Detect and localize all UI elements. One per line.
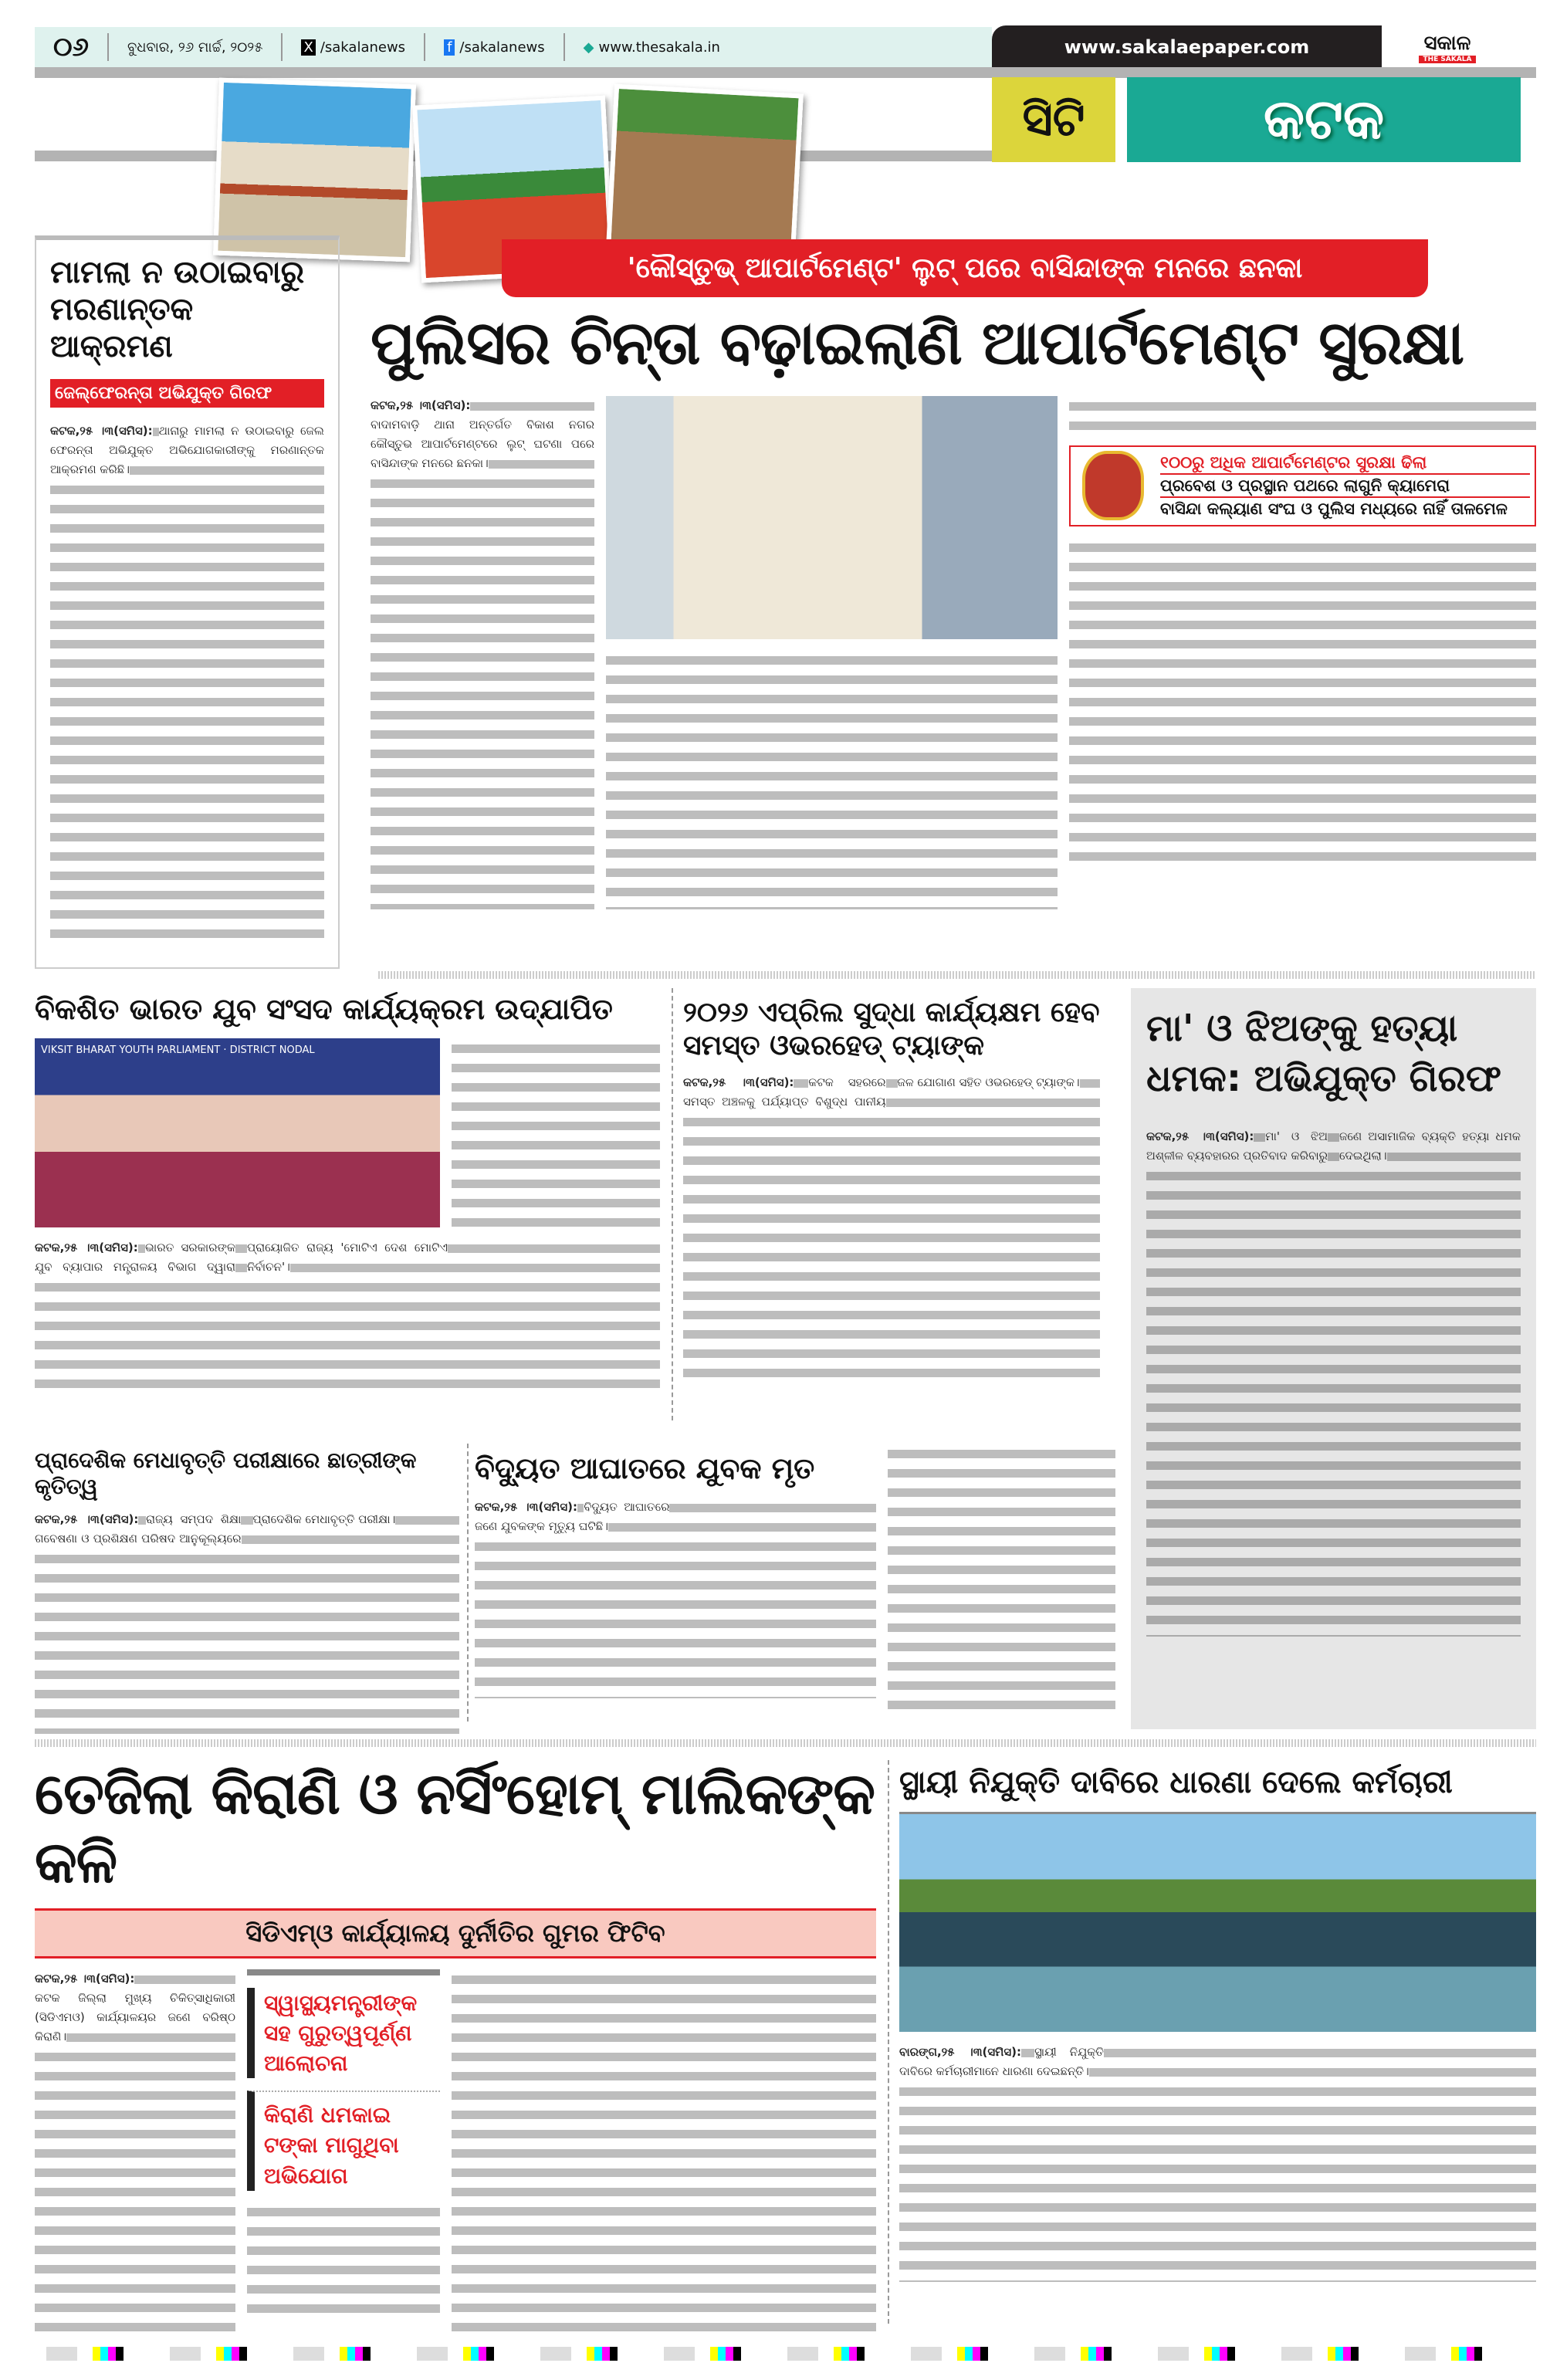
story-tank <box>683 996 1100 1382</box>
page-number: ୦୬ <box>35 33 109 61</box>
column-divider <box>672 988 673 1420</box>
city-label: କଟକ <box>1127 77 1521 162</box>
highlight-3: ବାସିନ୍ଦା କଲ୍ୟାଣ ସଂଘ ଓ ପୁଲିସ ମଧ୍ୟରେ ନାହିଁ ତାଳମେଳ <box>1160 496 1530 520</box>
story-threat <box>1131 988 1536 1729</box>
column-divider <box>888 1760 889 2324</box>
divider <box>35 1739 1536 1747</box>
highlight-1: ସ୍ୱାସ୍ଥ୍ୟମନ୍ତ୍ରୀଙ୍କ ସହ ଗୁରୁତ୍ୱପୂର୍ଣ୍ଣ ଆଲୋଚନା <box>247 1988 440 2079</box>
headline-shock: ବିଦ୍ୟୁତ ଆଘାତରେ ଯୁବକ ମୃତ <box>475 1451 815 1485</box>
website-link[interactable]: ◆ www.thesakala.in <box>583 39 720 56</box>
headline-youth: ବିକଶିତ ଭାରତ ଯୁବ ସଂସଦ କାର୍ଯ୍ୟକ୍ରମ ଉଦ୍‌ଯାପିତ <box>35 992 613 1026</box>
facebook-icon: f <box>444 39 455 56</box>
lead-body-col3 <box>1069 396 1536 435</box>
clerk-body-col1: କଟକ,୨୫ ।୩(ସମିସ): କଟକ ଜିଲ୍ଲା ମୁଖ୍ୟ ଚିକିତ୍ସାଧିକାରୀ (ସିଡିଏମଓ) କାର୍ଯ୍ୟାଳୟର ଜଣେ ବରିଷ୍ଠ କିରାଣି। <box>35 1969 235 2332</box>
lead-body-col4 <box>1069 537 1536 869</box>
highlight-2: କିରାଣି ଧମକାଇ ଟଙ୍କା ମାଗୁଥିବା ଅଭିଯୋଗ <box>247 2091 440 2191</box>
column-divider <box>467 1444 469 1722</box>
story-clerk <box>35 1760 876 2332</box>
facebook-link[interactable]: f /sakalanews <box>425 33 565 61</box>
story-attack <box>35 235 340 969</box>
clerk-body <box>452 1969 876 2332</box>
headline-merit: ପ୍ରାଦେଶିକ ମେଧାବୃତ୍ତି ପରୀକ୍ଷାରେ ଛାତ୍ରୀଙ୍କ କୃତିତ୍ୱ <box>35 1447 417 1499</box>
story-shock <box>475 1451 876 1698</box>
headline-dharana: ସ୍ଥାୟୀ ନିଯୁକ୍ତି ଦାବିରେ ଧାରଣା ଦେଲେ କର୍ମଚାରୀ <box>899 1765 1453 1800</box>
section-label: ସିଟି <box>992 77 1115 162</box>
lead-headline: ପୁଲିସର ଚିନ୍ତା ବଢ଼ାଇଲାଣି ଆପାର୍ଟମେଣ୍ଟ ସୁରକ୍ଷା <box>371 309 1464 378</box>
clerk-highlights <box>247 1969 440 2191</box>
bullet-icon: ◆ <box>583 39 594 56</box>
youth-parliament-photo: VIKSIT BHARAT YOUTH PARLIAMENT · DISTRICT NODAL <box>35 1038 440 1227</box>
story-merit <box>35 1447 459 1734</box>
article-body: କଟକ,୨୫ ।୩(ସମିସ): ମା' ଓ ଝିଅ ଅଶ୍ଳୀଳ ବ୍ୟବହାରର ପ୍ରତିବାଦ କରିବାରୁ ଜଣେ ଅସାମାଜିକ ବ୍ୟକ୍ତି ହତ୍ୟା ଧମକ ଦେଇଥିଲା। <box>1146 1127 1521 1637</box>
epaper-link[interactable]: www.sakalaepaper.com <box>992 25 1382 69</box>
police-emblem-icon <box>1082 451 1144 520</box>
subheadline: ଜେଲ୍‌ଫେରନ୍ତା ଅଭିଯୁକ୍ତ ଗିରଫ <box>50 379 324 408</box>
sakala-logo: ସକାଳ THE SAKALA <box>1382 25 1513 69</box>
dharana-body: ବାରଙ୍ଗ,୨୫ ।୩(ସମିସ): ସ୍ଥାୟୀ ନିଯୁକ୍ତି ଦାବିରେ କର୍ମଚାରୀମାନେ ଧାରଣା ଦେଇଛନ୍ତି। <box>899 2043 1536 2282</box>
headline-tank: ୨୦୨୬ ଏପ୍ରିଲ ସୁଦ୍ଧା କାର୍ଯ୍ୟକ୍ଷମ ହେବ ସମସ୍ତ ଓଭରହେଡ୍ ଟ୍ୟାଙ୍କ <box>683 997 1100 1062</box>
clerk-body-col2 <box>247 2202 440 2317</box>
headline: ମାମଲା ନ ଉଠାଇବାରୁ ମରଣାନ୍ତକ ଆକ୍ରମଣ <box>50 255 305 364</box>
highlight-2: ପ୍ରବେଶ ଓ ପ୍ରସ୍ଥାନ ପଥରେ ଲାଗୁନି କ୍ୟାମେରା <box>1160 473 1530 496</box>
apartment-photo <box>606 396 1058 639</box>
lead-columns <box>371 396 1536 909</box>
x-icon: X <box>301 39 315 56</box>
header-divider <box>35 67 1536 78</box>
lead-body-col2 <box>606 650 1058 909</box>
subheadline: ସିଡିଏମ୍‌ଓ କାର୍ଯ୍ୟାଳୟ ଦୁର୍ନୀତିର ଗୁମର ଫିଟିବ <box>35 1908 876 1959</box>
article-body: କଟକ,୨୫ ।୩(ସମିସ): ଥାନାରୁ ମାମଲା ନ ଉଠାଇବାରୁ ଜେଲ ଫେରନ୍ତା ଅଭିଯୁକ୍ତ ଅଭିଯୋଗକାରୀଙ୍କୁ ମରଣାନ୍ତକ ଆକ୍ରମଣ କରିଛି। <box>50 421 324 946</box>
story-dharana <box>899 1764 1536 2282</box>
story-youth <box>35 992 660 1393</box>
masthead-bar <box>35 27 992 67</box>
lead-story <box>371 239 1536 909</box>
tank-body: କଟକ,୨୫ ।୩(ସମିସ): କଟକ ସହରରେ ସମସ୍ତ ଅଞ୍ଚଳକୁ ପର୍ଯ୍ୟାପ୍ତ ବିଶୁଦ୍ଧ ପାନୀୟ ଜଳ ଯୋଗାଣ ସହିତ ଓଭରହେଡ୍ ଟ୍ୟାଙ୍କ। <box>683 1073 1100 1382</box>
headline: ମା' ଓ ଝିଅଙ୍କୁ ହତ୍ୟା ଧମକ: ଅଭିଯୁକ୍ତ ଗିରଫ <box>1146 1007 1501 1100</box>
protest-photo <box>899 1812 1536 2032</box>
shock-body-col3 <box>888 1444 1115 1718</box>
shock-body: କଟକ,୨୫ ।୩(ସମିସ): ବିଦ୍ୟୁତ ଆଘାତରେ ଜଣେ ଯୁବକଙ୍କ ମୃତ୍ୟୁ ଘଟିଛି। <box>475 1498 876 1698</box>
highlight-box <box>1069 445 1536 526</box>
youth-body: କଟକ,୨୫ ।୩(ସମିସ): ଭାରତ ସରକାରଙ୍କ ଯୁବ ବ୍ୟାପାର ମନ୍ତ୍ରାଳୟ ବିଭାଗ ଦ୍ୱାରା ପ୍ରାୟୋଜିତ ରାଜ୍ୟ 'ମୋଟିଏ ଦେଶ ମୋଟିଏ ନିର୍ବାଚନ'। <box>35 1238 660 1393</box>
city-photo-gate <box>213 78 416 262</box>
x-link[interactable]: X /sakalanews <box>283 33 425 61</box>
lead-body-col1: କଟକ,୨୫ ।୩(ସମିସ): ବାଦାମବାଡ଼ି ଥାନା ଅନ୍ତର୍ଗତ ବିକାଶ ନଗର କୌସ୍ତୁଭ ଆପାର୍ଟମେଣ୍ଟରେ ଲୁଟ୍ ଘଟଣା ପରେ ବାସିନ୍ଦାଙ୍କ ମନରେ ଛନକା। <box>371 396 594 909</box>
color-register-bar <box>46 2347 1505 2361</box>
kicker-banner: 'କୌସ୍ତୁଭ୍ ଆପାର୍ଟମେଣ୍ଟ' ଲୁଟ୍ ପରେ ବାସିନ୍ଦାଙ୍କ ମନରେ ଛନକା <box>502 239 1428 297</box>
date: ବୁଧବାର, ୨୬ ମାର୍ଚ୍ଚ, ୨୦୨୫ <box>109 33 283 61</box>
divider <box>378 971 1536 979</box>
merit-body: କଟକ,୨୫ ।୩(ସମିସ): ରାଜ୍ୟ ସମ୍ପଦ ଶିକ୍ଷା ଗବେଷଣା ଓ ପ୍ରଶିକ୍ଷଣ ପରିଷଦ ଆନୁକୂଲ୍ୟରେ ପ୍ରାଦେଶିକ ମେଧାବୃତ୍ତି ପରୀକ୍ଷା। <box>35 1510 459 1734</box>
youth-body-side <box>452 1038 660 1227</box>
highlight-1: ୧୦୦ରୁ ଅଧିକ ଆପାର୍ଟମେଣ୍ଟର ସୁରକ୍ଷା ଢିଲା <box>1160 452 1427 472</box>
headline-clerk: ତେଜିଲା କିରାଣି ଓ ନର୍ସିଂହୋମ୍ ମାଲିକଙ୍କ କଳି <box>35 1761 875 1896</box>
